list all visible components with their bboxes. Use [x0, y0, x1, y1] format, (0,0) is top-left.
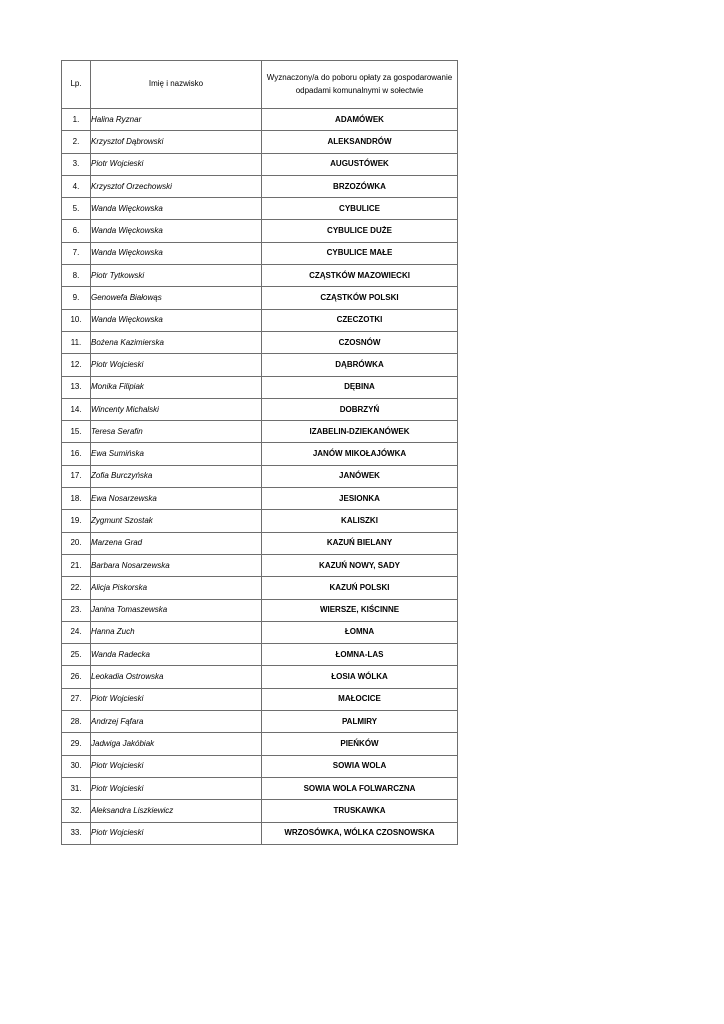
row-number: 26.	[62, 666, 91, 688]
village-name: CYBULICE DUŻE	[262, 220, 458, 242]
person-name: Wanda Więckowska	[91, 198, 262, 220]
table-header-row	[62, 61, 458, 109]
village-name: BRZOZÓWKA	[262, 175, 458, 197]
collectors-table	[61, 60, 458, 845]
village-name: DOBRZYŃ	[262, 398, 458, 420]
table-row	[62, 755, 458, 777]
row-number: 3.	[62, 153, 91, 175]
person-name: Wanda Więckowska	[91, 309, 262, 331]
row-number: 24.	[62, 621, 91, 643]
village-name: DĄBRÓWKA	[262, 354, 458, 376]
table-row	[62, 265, 458, 287]
header-lp: Lp.	[62, 61, 91, 109]
table-row	[62, 711, 458, 733]
table-row	[62, 688, 458, 710]
table-row	[62, 331, 458, 353]
row-number: 1.	[62, 109, 91, 131]
person-name: Alicja Piskorska	[91, 577, 262, 599]
table-row	[62, 109, 458, 131]
table-row	[62, 376, 458, 398]
table-row	[62, 800, 458, 822]
person-name: Ewa Sumińska	[91, 443, 262, 465]
person-name: Genowefa Białowąs	[91, 287, 262, 309]
table-row	[62, 577, 458, 599]
person-name: Jadwiga Jakóbiak	[91, 733, 262, 755]
person-name: Andrzej Fąfara	[91, 711, 262, 733]
table-row	[62, 644, 458, 666]
person-name: Piotr Wojcieski	[91, 755, 262, 777]
person-name: Wanda Radecka	[91, 644, 262, 666]
village-name: CZĄSTKÓW POLSKI	[262, 287, 458, 309]
person-name: Leokadia Ostrowska	[91, 666, 262, 688]
table-row	[62, 131, 458, 153]
village-name: CYBULICE MAŁE	[262, 242, 458, 264]
village-name: JESIONKA	[262, 488, 458, 510]
person-name: Wincenty Michalski	[91, 398, 262, 420]
person-name: Aleksandra Liszkiewicz	[91, 800, 262, 822]
village-name: CZECZOTKI	[262, 309, 458, 331]
table-row	[62, 599, 458, 621]
row-number: 17.	[62, 465, 91, 487]
table-row	[62, 733, 458, 755]
person-name: Halina Ryznar	[91, 109, 262, 131]
table-row	[62, 421, 458, 443]
table-row	[62, 510, 458, 532]
village-name: SOWIA WOLA FOLWARCZNA	[262, 777, 458, 799]
row-number: 12.	[62, 354, 91, 376]
village-name: ADAMÓWEK	[262, 109, 458, 131]
table-row	[62, 777, 458, 799]
row-number: 33.	[62, 822, 91, 844]
table-body	[62, 109, 458, 845]
village-name: ŁOMNA-LAS	[262, 644, 458, 666]
table-row	[62, 465, 458, 487]
row-number: 2.	[62, 131, 91, 153]
table-row	[62, 621, 458, 643]
row-number: 19.	[62, 510, 91, 532]
row-number: 9.	[62, 287, 91, 309]
village-name: KAZUŃ NOWY, SADY	[262, 554, 458, 576]
table-row	[62, 198, 458, 220]
row-number: 27.	[62, 688, 91, 710]
row-number: 25.	[62, 644, 91, 666]
person-name: Piotr Wojcieski	[91, 822, 262, 844]
person-name: Wanda Więckowska	[91, 220, 262, 242]
table-row	[62, 398, 458, 420]
village-name: KALISZKI	[262, 510, 458, 532]
table-row	[62, 554, 458, 576]
row-number: 21.	[62, 554, 91, 576]
person-name: Piotr Tytkowski	[91, 265, 262, 287]
table-row	[62, 287, 458, 309]
village-name: DĘBINA	[262, 376, 458, 398]
row-number: 6.	[62, 220, 91, 242]
person-name: Piotr Wojcieski	[91, 688, 262, 710]
table-row	[62, 309, 458, 331]
person-name: Ewa Nosarzewska	[91, 488, 262, 510]
row-number: 28.	[62, 711, 91, 733]
table-row	[62, 175, 458, 197]
person-name: Janina Tomaszewska	[91, 599, 262, 621]
village-name: CYBULICE	[262, 198, 458, 220]
person-name: Piotr Wojcieski	[91, 777, 262, 799]
table-row	[62, 532, 458, 554]
village-name: WRZOSÓWKA, WÓLKA CZOSNOWSKA	[262, 822, 458, 844]
village-name: PIEŃKÓW	[262, 733, 458, 755]
table-row	[62, 153, 458, 175]
person-name: Piotr Wojcieski	[91, 153, 262, 175]
row-number: 32.	[62, 800, 91, 822]
village-name: CZOSNÓW	[262, 331, 458, 353]
row-number: 10.	[62, 309, 91, 331]
table-row	[62, 354, 458, 376]
village-name: WIERSZE, KIŚCINNE	[262, 599, 458, 621]
person-name: Hanna Zuch	[91, 621, 262, 643]
village-name: JANÓWEK	[262, 465, 458, 487]
village-name: TRUSKAWKA	[262, 800, 458, 822]
row-number: 14.	[62, 398, 91, 420]
table-header	[62, 61, 458, 109]
row-number: 29.	[62, 733, 91, 755]
village-name: ŁOMNA	[262, 621, 458, 643]
row-number: 16.	[62, 443, 91, 465]
person-name: Piotr Wojcieski	[91, 354, 262, 376]
table-row	[62, 242, 458, 264]
village-name: CZĄSTKÓW MAZOWIECKI	[262, 265, 458, 287]
table-row	[62, 822, 458, 844]
village-name: MAŁOCICE	[262, 688, 458, 710]
person-name: Wanda Więckowska	[91, 242, 262, 264]
person-name: Zofia Burczyńska	[91, 465, 262, 487]
table-row	[62, 220, 458, 242]
row-number: 18.	[62, 488, 91, 510]
person-name: Marzena Grad	[91, 532, 262, 554]
row-number: 4.	[62, 175, 91, 197]
village-name: AUGUSTÓWEK	[262, 153, 458, 175]
row-number: 13.	[62, 376, 91, 398]
person-name: Bożena Kazimierska	[91, 331, 262, 353]
person-name: Monika Filipiak	[91, 376, 262, 398]
person-name: Krzysztof Orzechowski	[91, 175, 262, 197]
row-number: 30.	[62, 755, 91, 777]
table-row	[62, 666, 458, 688]
row-number: 15.	[62, 421, 91, 443]
person-name: Zygmunt Szostak	[91, 510, 262, 532]
village-name: JANÓW MIKOŁAJÓWKA	[262, 443, 458, 465]
village-name: ŁOSIA WÓLKA	[262, 666, 458, 688]
header-name: Imię i nazwisko	[91, 61, 262, 109]
row-number: 22.	[62, 577, 91, 599]
village-name: PALMIRY	[262, 711, 458, 733]
row-number: 5.	[62, 198, 91, 220]
village-name: ALEKSANDRÓW	[262, 131, 458, 153]
row-number: 11.	[62, 331, 91, 353]
row-number: 8.	[62, 265, 91, 287]
table-row	[62, 488, 458, 510]
person-name: Krzysztof Dąbrowski	[91, 131, 262, 153]
row-number: 31.	[62, 777, 91, 799]
person-name: Barbara Nosarzewska	[91, 554, 262, 576]
table-row	[62, 443, 458, 465]
row-number: 7.	[62, 242, 91, 264]
village-name: KAZUŃ POLSKI	[262, 577, 458, 599]
row-number: 23.	[62, 599, 91, 621]
person-name: Teresa Serafin	[91, 421, 262, 443]
village-name: SOWIA WOLA	[262, 755, 458, 777]
village-name: IZABELIN-DZIEKANÓWEK	[262, 421, 458, 443]
header-place: Wyznaczony/a do poboru opłaty za gospodarowanie odpadami komunalnymi w sołectwie	[262, 61, 458, 109]
village-name: KAZUŃ BIELANY	[262, 532, 458, 554]
row-number: 20.	[62, 532, 91, 554]
